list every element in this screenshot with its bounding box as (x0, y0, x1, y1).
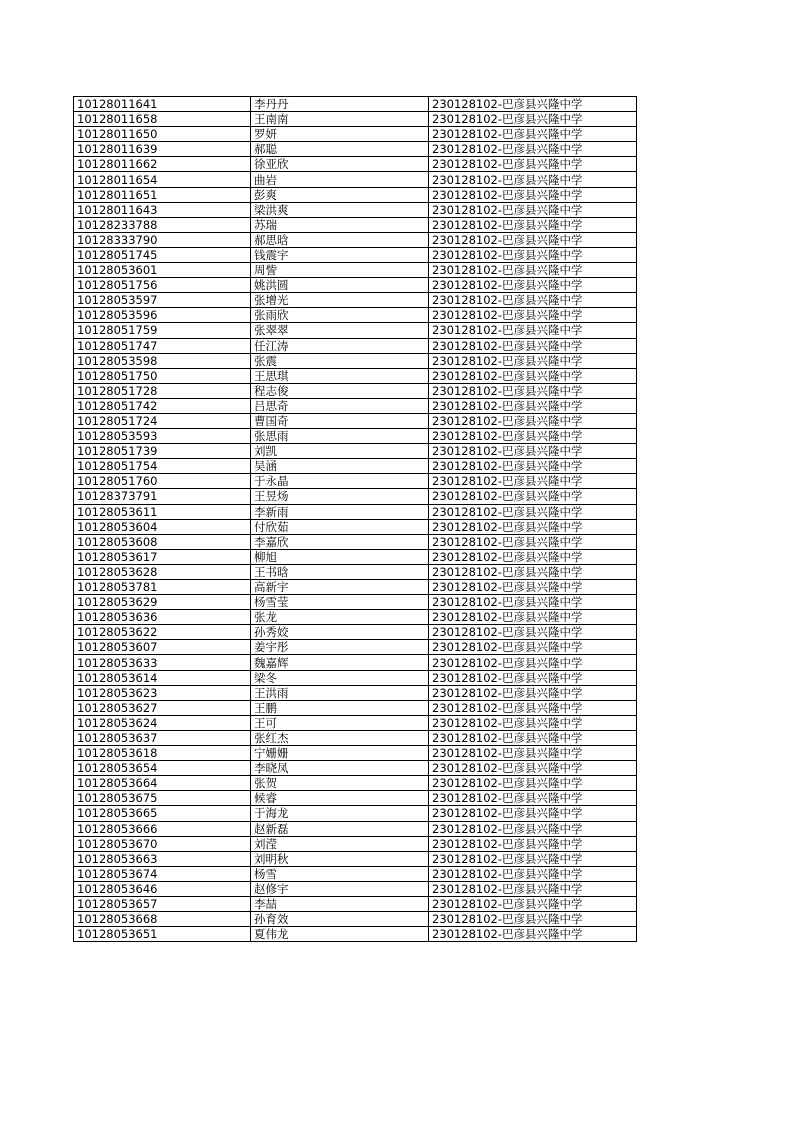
student-id-cell: 10128051724 (74, 413, 251, 428)
student-name-cell: 柳旭 (251, 549, 429, 564)
student-id-cell: 10128053657 (74, 896, 251, 911)
student-id-cell: 10128053675 (74, 791, 251, 806)
table-row (74, 247, 637, 262)
student-name-cell: 张思雨 (251, 429, 429, 444)
table-row (74, 730, 637, 745)
student-id-cell: 10128011650 (74, 127, 251, 142)
student-name-cell: 孙育效 (251, 912, 429, 927)
school-cell: 230128102-巴彦县兴隆中学 (429, 610, 637, 625)
table-row (74, 851, 637, 866)
student-name-cell: 苏瑞 (251, 217, 429, 232)
table-row (74, 700, 637, 715)
table-row (74, 640, 637, 655)
table-row (74, 746, 637, 761)
school-cell: 230128102-巴彦县兴隆中学 (429, 866, 637, 881)
student-id-cell: 10128053593 (74, 429, 251, 444)
student-id-cell: 10128233788 (74, 217, 251, 232)
table-row (74, 912, 637, 927)
student-name-cell: 张雨欣 (251, 308, 429, 323)
table-row (74, 142, 637, 157)
student-name-cell: 梁洪爽 (251, 202, 429, 217)
table-row (74, 459, 637, 474)
student-id-cell: 10128053781 (74, 580, 251, 595)
student-name-cell: 王书晗 (251, 564, 429, 579)
table-row (74, 610, 637, 625)
school-cell: 230128102-巴彦县兴隆中学 (429, 806, 637, 821)
student-name-cell: 王思琪 (251, 368, 429, 383)
student-name-cell: 赵新磊 (251, 821, 429, 836)
student-name-cell: 徐亚欣 (251, 157, 429, 172)
student-name-cell: 李新雨 (251, 504, 429, 519)
student-name-cell: 宁姗姗 (251, 746, 429, 761)
student-id-cell: 10128053666 (74, 821, 251, 836)
table-row (74, 625, 637, 640)
table-body (74, 97, 637, 942)
student-table (73, 96, 637, 942)
student-name-cell: 吴涵 (251, 459, 429, 474)
table-row (74, 580, 637, 595)
student-name-cell: 王南南 (251, 112, 429, 127)
school-cell: 230128102-巴彦县兴隆中学 (429, 881, 637, 896)
table-row (74, 202, 637, 217)
student-name-cell: 王鹏 (251, 700, 429, 715)
table-row (74, 489, 637, 504)
student-id-cell: 10128053628 (74, 564, 251, 579)
school-cell: 230128102-巴彦县兴隆中学 (429, 459, 637, 474)
student-name-cell: 李喆 (251, 896, 429, 911)
school-cell: 230128102-巴彦县兴隆中学 (429, 127, 637, 142)
student-name-cell: 刘滢 (251, 836, 429, 851)
school-cell: 230128102-巴彦县兴隆中学 (429, 413, 637, 428)
student-id-cell: 10128333790 (74, 232, 251, 247)
table-row (74, 655, 637, 670)
table-row (74, 670, 637, 685)
table-row (74, 519, 637, 534)
student-name-cell: 杨雪莹 (251, 595, 429, 610)
student-name-cell: 姜宇彤 (251, 640, 429, 655)
student-name-cell: 李嘉欣 (251, 534, 429, 549)
school-cell: 230128102-巴彦县兴隆中学 (429, 263, 637, 278)
student-id-cell: 10128053636 (74, 610, 251, 625)
student-name-cell: 梁冬 (251, 670, 429, 685)
school-cell: 230128102-巴彦县兴隆中学 (429, 549, 637, 564)
table-row (74, 444, 637, 459)
table-row (74, 217, 637, 232)
student-name-cell: 程志俊 (251, 383, 429, 398)
student-id-cell: 10128053614 (74, 670, 251, 685)
student-id-cell: 10128051756 (74, 278, 251, 293)
table-row (74, 836, 637, 851)
student-id-cell: 10128053608 (74, 534, 251, 549)
student-name-cell: 罗妍 (251, 127, 429, 142)
table-row (74, 564, 637, 579)
student-id-cell: 10128051745 (74, 247, 251, 262)
table-row (74, 474, 637, 489)
student-id-cell: 10128053629 (74, 595, 251, 610)
student-id-cell: 10128011658 (74, 112, 251, 127)
student-id-cell: 10128011639 (74, 142, 251, 157)
student-id-cell: 10128051747 (74, 338, 251, 353)
school-cell: 230128102-巴彦县兴隆中学 (429, 896, 637, 911)
school-cell: 230128102-巴彦县兴隆中学 (429, 534, 637, 549)
student-id-cell: 10128053596 (74, 308, 251, 323)
table-row (74, 776, 637, 791)
student-id-cell: 10128053674 (74, 866, 251, 881)
student-id-cell: 10128053604 (74, 519, 251, 534)
student-name-cell: 候睿 (251, 791, 429, 806)
school-cell: 230128102-巴彦县兴隆中学 (429, 912, 637, 927)
student-id-cell: 10128051754 (74, 459, 251, 474)
student-name-cell: 李丹丹 (251, 97, 429, 112)
student-name-cell: 于海龙 (251, 806, 429, 821)
student-id-cell: 10128053622 (74, 625, 251, 640)
student-id-cell: 10128051728 (74, 383, 251, 398)
student-name-cell: 夏伟龙 (251, 927, 429, 942)
student-id-cell: 10128011641 (74, 97, 251, 112)
student-name-cell: 张震 (251, 353, 429, 368)
table-row (74, 383, 637, 398)
table-row (74, 353, 637, 368)
student-name-cell: 张红杰 (251, 730, 429, 745)
school-cell: 230128102-巴彦县兴隆中学 (429, 821, 637, 836)
student-id-cell: 10128011643 (74, 202, 251, 217)
student-name-cell: 孙秀姣 (251, 625, 429, 640)
table-row (74, 368, 637, 383)
table-row (74, 881, 637, 896)
student-name-cell: 曹国奇 (251, 413, 429, 428)
student-name-cell: 钱震宇 (251, 247, 429, 262)
student-id-cell: 10128011654 (74, 172, 251, 187)
student-name-cell: 曲岩 (251, 172, 429, 187)
table-row (74, 187, 637, 202)
school-cell: 230128102-巴彦县兴隆中学 (429, 640, 637, 655)
student-id-cell: 10128053617 (74, 549, 251, 564)
student-id-cell: 10128011662 (74, 157, 251, 172)
student-id-cell: 10128053646 (74, 881, 251, 896)
table-row (74, 97, 637, 112)
student-name-cell: 张龙 (251, 610, 429, 625)
table-row (74, 112, 637, 127)
student-name-cell: 郝聪 (251, 142, 429, 157)
student-id-cell: 10128053637 (74, 730, 251, 745)
student-id-cell: 10128053601 (74, 263, 251, 278)
school-cell: 230128102-巴彦县兴隆中学 (429, 187, 637, 202)
student-id-cell: 10128053651 (74, 927, 251, 942)
school-cell: 230128102-巴彦县兴隆中学 (429, 670, 637, 685)
school-cell: 230128102-巴彦县兴隆中学 (429, 851, 637, 866)
school-cell: 230128102-巴彦县兴隆中学 (429, 368, 637, 383)
table-row (74, 398, 637, 413)
student-name-cell: 高新宇 (251, 580, 429, 595)
student-name-cell: 王可 (251, 715, 429, 730)
student-name-cell: 周訾 (251, 263, 429, 278)
school-cell: 230128102-巴彦县兴隆中学 (429, 685, 637, 700)
student-name-cell: 李晓凤 (251, 761, 429, 776)
table-row (74, 308, 637, 323)
school-cell: 230128102-巴彦县兴隆中学 (429, 519, 637, 534)
school-cell: 230128102-巴彦县兴隆中学 (429, 474, 637, 489)
school-cell: 230128102-巴彦县兴隆中学 (429, 142, 637, 157)
student-id-cell: 10128011651 (74, 187, 251, 202)
student-id-cell: 10128053607 (74, 640, 251, 655)
table-row (74, 278, 637, 293)
table-row (74, 323, 637, 338)
table-row (74, 791, 637, 806)
table-row (74, 715, 637, 730)
school-cell: 230128102-巴彦县兴隆中学 (429, 429, 637, 444)
school-cell: 230128102-巴彦县兴隆中学 (429, 580, 637, 595)
student-name-cell: 吕思奇 (251, 398, 429, 413)
table-row (74, 821, 637, 836)
student-id-cell: 10128051760 (74, 474, 251, 489)
school-cell: 230128102-巴彦县兴隆中学 (429, 112, 637, 127)
school-cell: 230128102-巴彦县兴隆中学 (429, 791, 637, 806)
table-row (74, 172, 637, 187)
student-name-cell: 姚洪圆 (251, 278, 429, 293)
school-cell: 230128102-巴彦县兴隆中学 (429, 278, 637, 293)
school-cell: 230128102-巴彦县兴隆中学 (429, 927, 637, 942)
student-id-cell: 10128053664 (74, 776, 251, 791)
table-row (74, 896, 637, 911)
school-cell: 230128102-巴彦县兴隆中学 (429, 353, 637, 368)
table-row (74, 549, 637, 564)
school-cell: 230128102-巴彦县兴隆中学 (429, 625, 637, 640)
student-name-cell: 任江涛 (251, 338, 429, 353)
school-cell: 230128102-巴彦县兴隆中学 (429, 761, 637, 776)
student-id-cell: 10128053663 (74, 851, 251, 866)
table-row (74, 504, 637, 519)
school-cell: 230128102-巴彦县兴隆中学 (429, 338, 637, 353)
school-cell: 230128102-巴彦县兴隆中学 (429, 383, 637, 398)
table-row (74, 232, 637, 247)
school-cell: 230128102-巴彦县兴隆中学 (429, 172, 637, 187)
student-name-cell: 王洪雨 (251, 685, 429, 700)
school-cell: 230128102-巴彦县兴隆中学 (429, 444, 637, 459)
table-row (74, 534, 637, 549)
table-row (74, 806, 637, 821)
student-name-cell: 郝思晗 (251, 232, 429, 247)
school-cell: 230128102-巴彦县兴隆中学 (429, 595, 637, 610)
student-name-cell: 于永晶 (251, 474, 429, 489)
school-cell: 230128102-巴彦县兴隆中学 (429, 700, 637, 715)
table-row (74, 263, 637, 278)
table-row (74, 866, 637, 881)
student-id-cell: 10128051759 (74, 323, 251, 338)
student-name-cell: 刘明秋 (251, 851, 429, 866)
table-row (74, 127, 637, 142)
student-id-cell: 10128053598 (74, 353, 251, 368)
school-cell: 230128102-巴彦县兴隆中学 (429, 746, 637, 761)
student-id-cell: 10128053624 (74, 715, 251, 730)
school-cell: 230128102-巴彦县兴隆中学 (429, 323, 637, 338)
student-name-cell: 赵修宇 (251, 881, 429, 896)
table-row (74, 595, 637, 610)
school-cell: 230128102-巴彦县兴隆中学 (429, 217, 637, 232)
student-name-cell: 杨雪 (251, 866, 429, 881)
student-id-cell: 10128053627 (74, 700, 251, 715)
table-row (74, 338, 637, 353)
table-row (74, 761, 637, 776)
school-cell: 230128102-巴彦县兴隆中学 (429, 97, 637, 112)
student-id-cell: 10128053597 (74, 293, 251, 308)
student-name-cell: 张贺 (251, 776, 429, 791)
student-name-cell: 彭爽 (251, 187, 429, 202)
student-id-cell: 10128373791 (74, 489, 251, 504)
student-id-cell: 10128053611 (74, 504, 251, 519)
table-row (74, 413, 637, 428)
student-id-cell: 10128051750 (74, 368, 251, 383)
student-id-cell: 10128053654 (74, 761, 251, 776)
student-id-cell: 10128053623 (74, 685, 251, 700)
school-cell: 230128102-巴彦县兴隆中学 (429, 232, 637, 247)
student-id-cell: 10128053618 (74, 746, 251, 761)
school-cell: 230128102-巴彦县兴隆中学 (429, 398, 637, 413)
school-cell: 230128102-巴彦县兴隆中学 (429, 564, 637, 579)
school-cell: 230128102-巴彦县兴隆中学 (429, 730, 637, 745)
student-name-cell: 魏嘉辉 (251, 655, 429, 670)
school-cell: 230128102-巴彦县兴隆中学 (429, 157, 637, 172)
table-row (74, 685, 637, 700)
school-cell: 230128102-巴彦县兴隆中学 (429, 308, 637, 323)
school-cell: 230128102-巴彦县兴隆中学 (429, 247, 637, 262)
table-row (74, 927, 637, 942)
school-cell: 230128102-巴彦县兴隆中学 (429, 715, 637, 730)
student-id-cell: 10128053670 (74, 836, 251, 851)
school-cell: 230128102-巴彦县兴隆中学 (429, 504, 637, 519)
school-cell: 230128102-巴彦县兴隆中学 (429, 202, 637, 217)
student-id-cell: 10128053668 (74, 912, 251, 927)
school-cell: 230128102-巴彦县兴隆中学 (429, 489, 637, 504)
student-name-cell: 张翠翠 (251, 323, 429, 338)
student-id-cell: 10128053633 (74, 655, 251, 670)
table-row (74, 429, 637, 444)
table-row (74, 157, 637, 172)
school-cell: 230128102-巴彦县兴隆中学 (429, 776, 637, 791)
student-name-cell: 张增光 (251, 293, 429, 308)
student-id-cell: 10128051739 (74, 444, 251, 459)
student-id-cell: 10128051742 (74, 398, 251, 413)
table-row (74, 293, 637, 308)
student-id-cell: 10128053665 (74, 806, 251, 821)
student-name-cell: 刘凯 (251, 444, 429, 459)
school-cell: 230128102-巴彦县兴隆中学 (429, 293, 637, 308)
school-cell: 230128102-巴彦县兴隆中学 (429, 836, 637, 851)
school-cell: 230128102-巴彦县兴隆中学 (429, 655, 637, 670)
student-name-cell: 付欣茹 (251, 519, 429, 534)
student-name-cell: 王昱炀 (251, 489, 429, 504)
